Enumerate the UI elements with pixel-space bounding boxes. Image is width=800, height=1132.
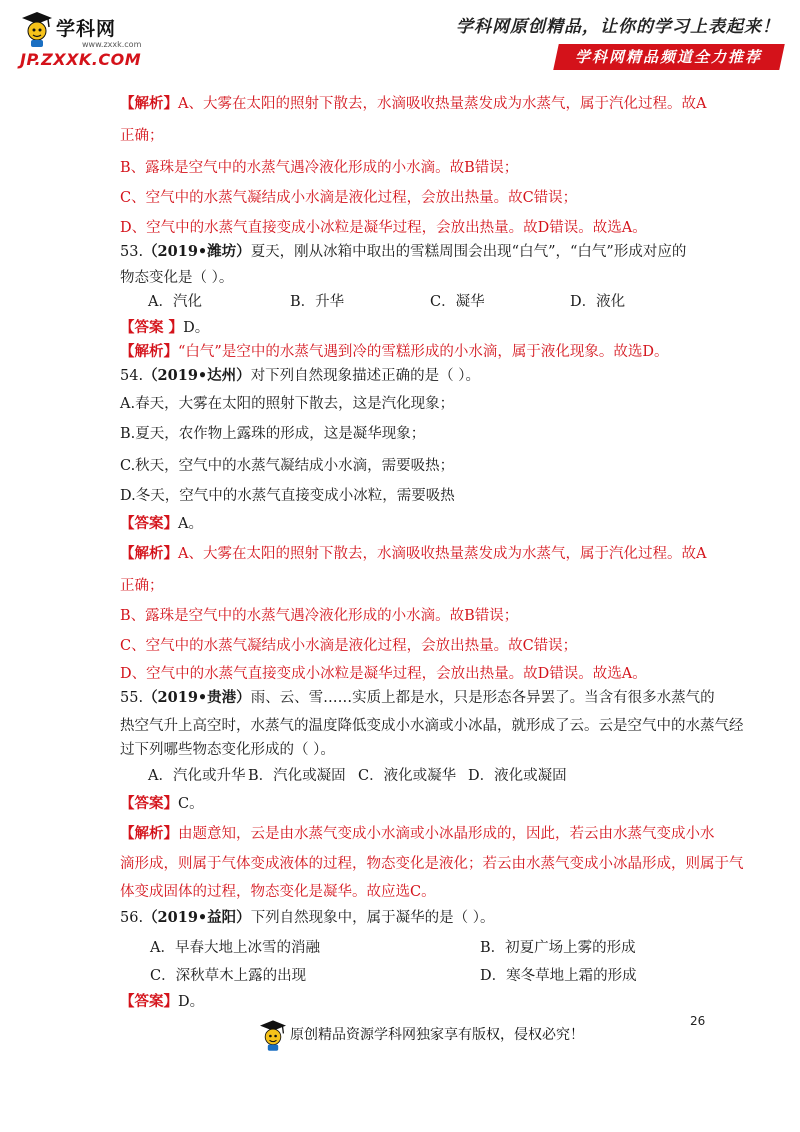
- answer-block: [120, 544, 706, 564]
- header-banner: [553, 44, 785, 70]
- line-text: A.春天，大雾在太阳的照射下散去，这是汽化现象；: [120, 396, 455, 412]
- answer-option: D．液化: [570, 294, 626, 310]
- answer-block: [120, 992, 204, 1012]
- line-text: D。: [178, 994, 205, 1010]
- answer-block: [120, 94, 706, 114]
- question-source: （2019•贵港）: [143, 689, 251, 706]
- text-line: [120, 268, 233, 288]
- text-line: [120, 716, 744, 736]
- answer-option: C．深秋草木上露的出现: [150, 968, 307, 984]
- section-tag: 【答案】: [120, 515, 178, 532]
- question-stem: [120, 366, 480, 386]
- text-line: [120, 188, 577, 208]
- question-number: 56.: [120, 910, 144, 926]
- logo-site-url: JP.ZXXK.COM: [20, 50, 142, 69]
- answer-option: C．凝华: [430, 294, 485, 310]
- answer-block: [120, 514, 203, 534]
- line-text: C。: [178, 796, 204, 812]
- line-text: D.冬天，空气中的水蒸气直接变成小冰粒，需要吸热: [120, 488, 455, 504]
- section-tag: 【解析】: [120, 545, 178, 562]
- question-stem: [120, 688, 715, 708]
- line-text: 正确；: [120, 578, 164, 594]
- section-tag: 【解析】: [120, 343, 178, 360]
- text-line: [120, 854, 744, 874]
- mascot-icon: [22, 12, 52, 48]
- line-text: D、空气中的水蒸气直接变成小冰粒是凝华过程，会放出热量。故D错误。故选A。: [120, 220, 647, 236]
- text-line: [120, 486, 455, 506]
- line-text: 物态变化是（ ）。: [120, 270, 234, 286]
- section-tag: 【答案 】: [120, 319, 184, 336]
- text-line: [120, 740, 335, 760]
- line-text: C、空气中的水蒸气凝结成小水滴是液化过程，会放出热量。故C错误；: [120, 190, 578, 206]
- answer-block: [120, 342, 668, 362]
- answer-block: [120, 794, 204, 814]
- section-tag: 【解析】: [120, 825, 178, 842]
- answer-option: B．升华: [290, 294, 345, 310]
- answer-option: A．汽化或升华: [148, 768, 246, 784]
- section-tag: 【解析】: [120, 95, 178, 112]
- line-text: 过下列哪些物态变化形成的（ ）。: [120, 742, 335, 758]
- text-line: [120, 394, 454, 414]
- logo-brand: 学科网: [56, 18, 117, 40]
- text-line: [120, 158, 518, 178]
- line-text: 体变成固体的过程，物态变化是凝华。故应选C。: [120, 884, 436, 900]
- line-text: D、空气中的水蒸气直接变成小冰粒是凝华过程，会放出热量。故D错误。故选A。: [120, 666, 647, 682]
- answer-option: A．早春大地上冰雪的消融: [150, 940, 320, 956]
- line-text: 夏天，刚从冰箱中取出的雪糕周围会出现“白气”，“白气”形成对应的: [250, 244, 687, 260]
- line-text: B、露珠是空气中的水蒸气遇冷液化形成的小水滴。故B错误；: [120, 608, 519, 624]
- text-line: [120, 606, 518, 626]
- answer-option: D．寒冬草地上霜的形成: [480, 968, 637, 984]
- text-line: [120, 218, 647, 238]
- line-text: A。: [178, 516, 203, 532]
- question-number: 55.: [120, 690, 144, 706]
- text-line: [120, 664, 647, 684]
- line-text: C、空气中的水蒸气凝结成小水滴是液化过程，会放出热量。故C错误；: [120, 638, 578, 654]
- line-text: B、露珠是空气中的水蒸气遇冷液化形成的小水滴。故B错误；: [120, 160, 519, 176]
- line-text: 由题意知，云是由水蒸气变成小水滴或小冰晶形成的，因此，若云由水蒸气变成小水: [178, 826, 715, 842]
- text-line: [120, 636, 577, 656]
- logo-subtitle: www.zxxk.com: [82, 40, 142, 49]
- section-tag: 【答案】: [120, 993, 178, 1010]
- line-text: 正确；: [120, 128, 164, 144]
- question-source: （2019•达州）: [143, 367, 251, 384]
- line-text: 滴形成，则属于气体变成液体的过程，物态变化是液化；若云由水蒸气变成小冰晶形成，则属于气: [120, 856, 744, 872]
- question-number: 53.: [120, 244, 144, 260]
- line-text: “白气”是空中的水蒸气遇到冷的雪糕形成的小水滴，属于液化现象。故选D。: [178, 344, 669, 360]
- answer-block: [120, 318, 209, 338]
- question-number: 54.: [120, 368, 144, 384]
- copyright-notice: 原创精品资源学科网独家享有版权，侵权必究！: [290, 1027, 584, 1043]
- answer-option: D．液化或凝固: [468, 768, 567, 784]
- line-text: A、大雾在太阳的照射下散去，水滴吸收热量蒸发成为水蒸气，属于汽化过程。故A: [178, 546, 707, 562]
- banner-text: 学科网精品频道全力推荐: [575, 48, 763, 66]
- line-text: A、大雾在太阳的照射下散去，水滴吸收热量蒸发成为水蒸气，属于汽化过程。故A: [178, 96, 707, 112]
- line-text: 雨、云、雪……实质上都是水，只是形态各异罢了。当含有很多水蒸气的: [250, 690, 715, 706]
- text-line: [120, 576, 164, 596]
- line-text: 热空气升上高空时，水蒸气的温度降低变成小水滴或小冰晶，就形成了云。云是空气中的水蒸气经: [120, 718, 744, 734]
- text-line: [120, 882, 436, 902]
- line-text: B.夏天，农作物上露珠的形成，这是凝华现象；: [120, 426, 426, 442]
- question-stem: [120, 908, 495, 928]
- text-line: [120, 126, 164, 146]
- line-text: D。: [183, 320, 210, 336]
- answer-option: C．液化或凝华: [358, 768, 457, 784]
- line-text: 对下列自然现象描述正确的是（ ）。: [250, 368, 481, 384]
- section-tag: 【答案】: [120, 795, 178, 812]
- answer-block: [120, 824, 715, 844]
- zxxk-logo[interactable]: [18, 10, 168, 72]
- answer-option: A．汽化: [148, 294, 202, 310]
- question-source: （2019•潍坊）: [143, 243, 251, 260]
- question-source: （2019•益阳）: [143, 909, 251, 926]
- answer-option: B．汽化或凝固: [248, 768, 346, 784]
- page-header: [0, 0, 800, 82]
- page-number: 26: [690, 1014, 706, 1028]
- text-line: [120, 424, 425, 444]
- header-slogan: 学科网原创精品，让你的学习上表起来！: [456, 17, 780, 37]
- line-text: 下列自然现象中，属于凝华的是（ ）。: [250, 910, 495, 926]
- question-stem: [120, 242, 686, 262]
- mascot-icon: [260, 1020, 286, 1052]
- line-text: C.秋天，空气中的水蒸气凝结成小水滴，需要吸热；: [120, 458, 455, 474]
- text-line: [120, 456, 454, 476]
- answer-option: B．初夏广场上雾的形成: [480, 940, 636, 956]
